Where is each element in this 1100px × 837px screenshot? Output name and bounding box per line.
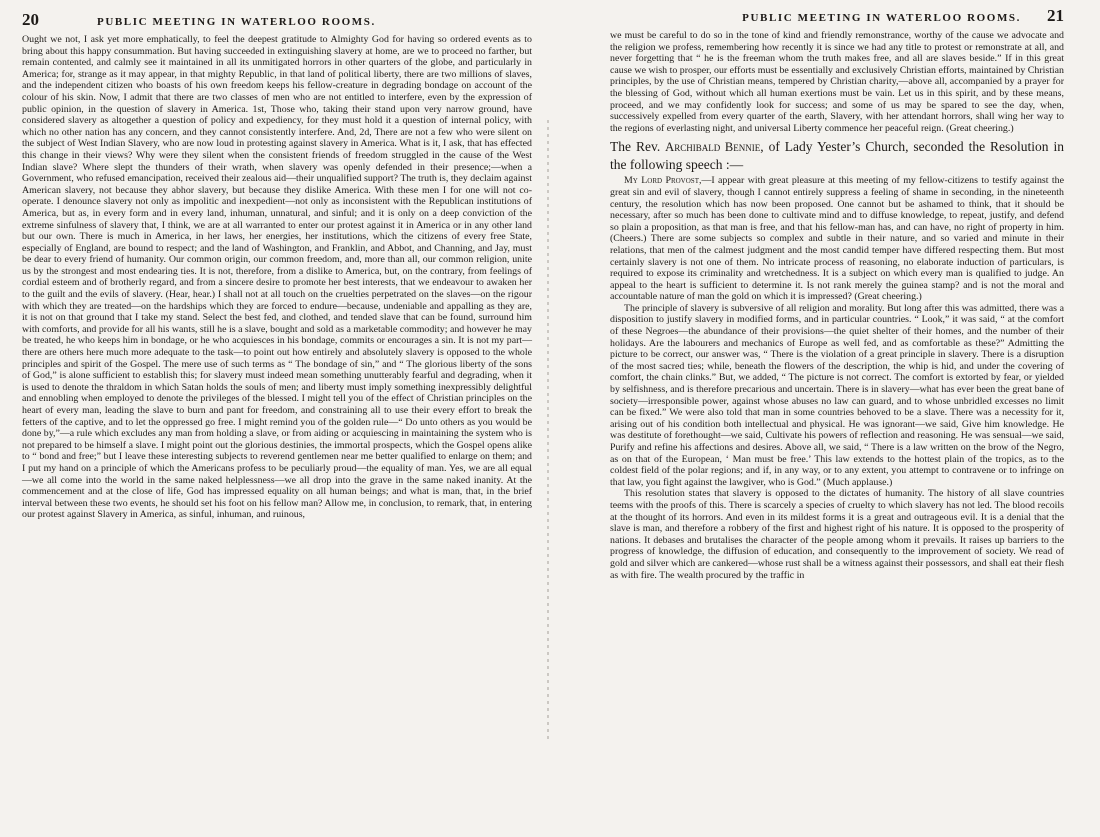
right-page-number: 21	[1047, 6, 1064, 25]
speaker-heading	[610, 138, 1064, 173]
left-body-text	[22, 34, 532, 521]
right-running-title: PUBLIC MEETING IN WATERLOO ROOMS.	[742, 12, 1021, 24]
left-running-title: PUBLIC MEETING IN WATERLOO ROOMS.	[97, 16, 376, 28]
speaker-suffix: , of Lady Yester’s Church, seconded the Resolution in the following speech :—	[610, 139, 1065, 173]
speech-salutation: My Lord Provost,	[624, 175, 702, 187]
speaker-name: Archibald Bennie	[665, 140, 761, 155]
right-page	[560, 0, 1100, 837]
left-running-head	[22, 10, 532, 34]
speech-paragraph-2: The principle of slavery is subversive of all religion and morality. But long after this was admitted, there was a disposition to justify slavery in modified forms, and in particular countries. “ Look,” it was said, “ at the comfort of these Negroes—the abundance of their provisions—the quiet shelter of their homes, and the number of their holidays. Are the labourers and mechanics of Europe as well fed, and as comfortable as these?” Admitting the picture to be correct, our answer was, “ There is the violation of a great principle in slavery. There is a disruption of the most sacred ties; while, beneath the flowers of the description, the whip is hid, and under the covering of comfort, the chain clinks.” But, we added, “ The picture is not correct. The comfort is extorted by fear, or yielded by selfishness, and is therefore precarious and uncertain. There is in slavery—what has ever been the great bane of society—irresponsible power, against whose abuses no law can guard, and to whose unbridled excesses no limit can be fixed.” We were also told that man in some countries behoved to be a slave. There was a necessity for it, arising out of his condition both intellectual and physical. He was ignorant—we said, Give him knowledge. He was destitute of forethought—we said, Cultivate his powers of reflection and reasoning. He was sensual—we said, Purify and refine his affections and desires. Above all, we said, “ There is a law written on the brow of the Negro, as on that of the European, ‘ Man must be free.’ This law extends to the hottest plain of the tropics, as to the coldest field of the polar regions; and if, in any way, or to any extent, you attempt to contravene or to infringe on that law, you fight against the lawgiver, who is God.” (Much applause.)	[610, 302, 1064, 488]
right-body-text	[610, 30, 1064, 134]
left-page	[0, 0, 540, 837]
speech-paragraph-1-text: —I appear with great pleasure at this meeting of my fellow-citizens to testify against the great sin and evil of slavery, though I cannot entirely suppress a feeling of shame in seconding, in the nineteenth century, the resolution which has now been proposed. One cannot but be ashamed to think, that it should be necessary, after so much has been done to cultivate mind and to diffuse knowledge, to repeat, justify, and defend so plain a proposition, as that man is free, and that his fellow-man has, and can have, no right of property in him. (Cheers.) There are some subjects so complex and subtle in their nature, and so varied and minute in their relations, that men of the calmest judgment and the most candid temper have differed respecting them. But most certainly slavery is not one of them. No intricate process of reasoning, no elaborate induction of particulars, is required to expose its criminality and wretchedness. It is a subject on which every man is qualified to judge. An appeal to the heart is sufficient to determine it. Is not rank merely the guinea stamp? and is not the moral and accountable nature of man the gold on which it is impressed? (Great cheering.)	[610, 175, 1064, 303]
left-paragraph: Ought we not, I ask yet more emphatically, to feel the deepest gratitude to Almighty God for having so ordered events as to bring about this happy consummation. But having succeeded in extinguishing slavery at home, are we to proceed no farther, but remain contented, and calmly see it maintained in all its unmitigated horrors in other quarters of the globe, and particularly in America; for, strange as it may appear, in that mighty Republic, in that land of political liberty, there are two millions of slaves, and the independent citizen who boasts of his own freedom keeps his fellow-creature in degrading bondage on account of the colour of his skin. Now, I admit that there are two classes of men who are not entitled to interfere, even by the expression of public opinion, in the question of slavery in America. 1st, Those who, taking their stand upon very narrow ground, have considered slavery as altogether a question of policy and expediency, for they must hold it a question of internal policy, with which no other nation has any concern, and they cannot consistently interfere. And, 2d, There are not a few who were silent on the subject of West Indian Slavery, who are now loud in protesting against slavery in America. What is it, I ask, that has effected this change in their views? Why were they silent when the consistent friends of freedom struggled in the cause of the West Indian slave? Where slept the thunders of their wrath, when slavery was openly defended in their presence;—when a Government, who refused emancipation, received their zealous aid—their unqualified support? The truth is, they declaim against American slavery, not because they abhor slavery, but because they dislike America. With these men I for one will not co-operate. I denounce slavery not only as impolitic and inexpedient—not only as inconsistent with the Republican institutions of America, but as, in every form and in every land, inhuman, unnatural, and sinful; and it is only on a deep conviction of the extreme sinfulness of slavery that, I think, we are at all warranted to enter our protest against it in America or in any other land but our own. There is much in America, in her laws, her energies, her institutions, which the citizens of every free State, especially of England, are bound to respect; and the land of Washington, and Franklin, and Abbot, and Channing, and Jay, must be dear to every friend of humanity. Our common origin, our common freedom, and, more than all, our common religion, unite us by the strongest and most endearing ties. It is not, therefore, from a dislike to America, but, on the contrary, from feelings of cordial esteem and of brotherly regard, and from a sincere desire to promote her best interests, that we endeavour to awaken her to the guilt and the evils of slavery. (Hear, hear.) I shall not at all touch on the cruelties perpetrated on the slaves—on the rigour with which they are treated—on the hardships which they are forced to endure—because, undeniable and appalling as they are, it is not on that ground that I take my stand. Select the best fed, and clothed, and tended slave that can be found, surround him with comforts, and provide for all his wants, still he is a slave, bought and sold as a marketable commodity; and however he may be treated, he who keeps him in bondage, or he who acquiesces in his bondage, commits or encourages a sin. It is not my part—there are others here much more adequate to the task—to point out how entirely and absolutely slavery is opposed to the whole principles and spirit of the Gospel. The mere use of such terms as “ The bondage of sin,” and “ The glorious liberty of the sons of God,” is alone sufficient to establish this; for slavery must indeed mean something unutterably fearful and degrading, when it is used to denote the thraldom in which Satan holds the souls of men; and liberty must imply something inexpressibly delightful and ennobling when employed to denote the privileges of the blessed. I might tell you of the effect of Christian principles on the heart of every man, leading the slave to burn and pant for freedom, and constraining all to use their every effort to break the fetters of the captive, and to let the oppressed go free. I might remind you of the golden rule—“ Do unto others as you would be done by,”—a rule which excludes any man from holding a slave, or from aiding or acquiescing in maintaining the system who is not prepared to be himself a slave. I might point out the glorious destinies, the immortal prospects, which the Gospel opens alike to “ bond and free;” but I leave these interesting subjects to reverend gentlemen near me better qualified to enlarge on them; and I put my hand on a principle of which the Americans profess to be peculiarly proud—the equality of man. Yes, we are all equal—we all come into the world in the same naked helplessness—we all drop into the grave in the same naked inanity. At the commencement and at the close of life, God has impressed equality on all human beings; and what is man, that, in the brief interval between these two events, he should set his foot on his fellow man? Allow me, in conclusion, to remark, that, in entering our protest against Slavery in America, as sinful, inhuman, and ruinous,	[22, 34, 532, 521]
continuation-paragraph: we must be careful to do so in the tone of kind and friendly remonstrance, worthy of the cause we advocate and the religion we profess, remembering how recently it is since we had any title to protest or remonstrate at all, and never forgetting that “ he is the freeman whom the truth makes free, and all are slaves beside.” If in this great cause we wish to prosper, our efforts must be essentially and exclusively Christian efforts, maintained by Christian principles, by the use of Christian means, tempered by Christian charity,—above all, accompanied by a prayer for the blessing of God, without which all human exertions must be vain. Let us in this spirit, and by these means, proceed, and we may confidently look for success; and some of us may be spared to see the day, when, successively expelled from every quarter of the earth, Slavery, with her attendant horrors, shall wing her way to the regions of everlasting night, and universal Liberty commence her peaceful reign. (Great cheering.)	[610, 30, 1064, 134]
right-running-head	[610, 6, 1064, 30]
speaker-prefix: The Rev.	[610, 139, 661, 155]
speech-paragraph-3: This resolution states that slavery is opposed to the dictates of humanity. The history of all slave countries teems with the proofs of this. There is scarcely a species of cruelty to which slavery has not led. The blood recoils at the thought of its horrors. And even in its mildest forms it is a great and outrageous evil. It is a denial that the slave is man, and therefore a robbery of the first and highest right of his nature. It is opposed to the prosperity of nations. It debases and brutalises the character of the people among whom it prevails. It raises up barriers to the progress of knowledge, the diffusion of education, and consequently to the improvement of society. We read of gold and silver which are cankered—whose rust shall be a witness against their possessors, and shall eat their flesh as with fire. The wealth procured by the traffic in	[610, 488, 1064, 581]
speech-paragraph-1	[610, 175, 1064, 303]
speech-text	[610, 175, 1064, 581]
left-page-number: 20	[22, 10, 39, 29]
book-gutter	[547, 120, 549, 740]
